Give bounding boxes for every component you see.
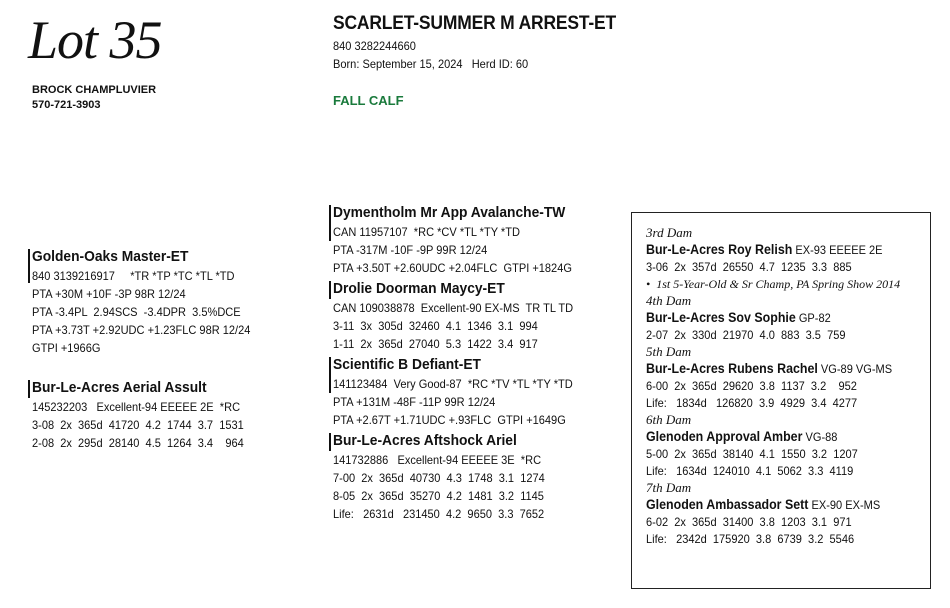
dam-generation-name — [646, 360, 892, 378]
sire-line: 840 3139216917 *TR *TP *TC *TL *TD — [32, 269, 235, 283]
dam-record: 3-06 2x 357d 26550 4.7 1235 3.3 885 — [646, 260, 852, 274]
sire-sire-name: Dymentholm Mr App Avalanche-TW — [333, 204, 566, 221]
dam-dam-line: 8-05 2x 365d 35270 4.2 1481 3.2 1145 — [333, 489, 544, 503]
dam-generation-label: 4th Dam — [646, 293, 692, 308]
dam-classification: EX-93 EEEEE 2E — [792, 243, 883, 257]
sire-sire-block — [333, 203, 593, 277]
dam-classification: GP-82 — [795, 311, 831, 325]
dam-dam-line: 141732886 Excellent-94 EEEEE 3E *RC — [333, 453, 542, 467]
sire-dam-name: Drolie Doorman Maycy-ET — [333, 280, 505, 297]
dam-dam-name: Bur-Le-Acres Aftshock Ariel — [333, 432, 517, 449]
dam-dam-block — [333, 431, 563, 523]
dam-sire-line: PTA +131M -48F -11P 99R 12/24 — [333, 395, 496, 409]
dam-family-box — [631, 212, 931, 589]
sire-sire-line: PTA -317M -10F -9P 99R 12/24 — [333, 243, 488, 257]
dam-dam-line: Life: 2631d 231450 4.2 9650 3.3 7652 — [333, 507, 545, 521]
dam-generation-name — [646, 428, 892, 446]
dam-dam-bracket — [329, 433, 331, 451]
dam-generation-label: 6th Dam — [646, 412, 692, 427]
sire-dam-line: 3-11 3x 305d 32460 4.1 1346 3.1 994 — [333, 319, 538, 333]
sire-sire-bracket — [329, 205, 331, 241]
sire-sire-line: PTA +3.50T +2.60UDC +2.04FLC GTPI +1824G — [333, 261, 572, 275]
sire-dam-bracket — [329, 281, 331, 299]
dam-sire-bracket — [329, 357, 331, 393]
dam-name-text: Bur-Le-Acres Sov Sophie — [646, 310, 796, 325]
dam-line: 2-08 2x 295d 28140 4.5 1264 3.4 964 — [32, 436, 244, 450]
dam-generation-name — [646, 496, 892, 514]
dam-classification: VG-89 VG-MS — [817, 362, 893, 376]
sire-dam-block — [333, 279, 594, 353]
lot-number: Lot 35 — [28, 10, 162, 70]
dam-name-text: Bur-Le-Acres Rubens Rachel — [646, 361, 818, 376]
dam-sire-line: PTA +2.67T +1.71UDC +.93FLC GTPI +1649G — [333, 413, 566, 427]
dam-record: Life: 2342d 175920 3.8 6739 3.2 5546 — [646, 532, 855, 546]
dam-record: 6-00 2x 365d 29620 3.8 1137 3.2 952 — [646, 379, 857, 393]
dam-bracket — [28, 380, 30, 398]
dam-dam-line: 7-00 2x 365d 40730 4.3 1748 3.1 1274 — [333, 471, 545, 485]
dam-generation-label: 3rd Dam — [646, 225, 693, 240]
animal-name: SCARLET-SUMMER M ARREST-ET — [333, 13, 617, 34]
dam-name: Bur-Le-Acres Aerial Assult — [32, 379, 207, 396]
dam-note: • 1st 5-Year-Old & Sr Champ, PA Spring Show 2014 — [646, 277, 901, 291]
dam-record: 5-00 2x 365d 38140 4.1 1550 3.2 1207 — [646, 447, 858, 461]
sire-dam-line: CAN 109038878 Excellent-90 EX-MS TR TL TD — [333, 301, 574, 315]
sire-line: GTPI +1966G — [32, 341, 101, 355]
sire-line: PTA -3.4PL 2.94SCS -3.4DPR 3.5%DCE — [32, 305, 241, 319]
dam-sire-block — [333, 355, 594, 429]
sire-line: PTA +3.73T +2.92UDC +1.23FLC 98R 12/24 — [32, 323, 251, 337]
consignor-phone: 570-721-3903 — [32, 99, 101, 111]
dam-record: 2-07 2x 330d 21970 4.0 883 3.5 759 — [646, 328, 846, 342]
dam-sire-name: Scientific B Defiant-ET — [333, 356, 481, 373]
animal-id: 840 3282244660 — [333, 39, 416, 53]
dam-generation-label: 5th Dam — [646, 344, 692, 359]
dam-block — [32, 378, 262, 452]
sire-line: PTA +30M +10F -3P 98R 12/24 — [32, 287, 186, 301]
animal-born-herd: Born: September 15, 2024 Herd ID: 60 — [333, 57, 529, 71]
calf-category: FALL CALF — [333, 93, 404, 108]
dam-line: 145232203 Excellent-94 EEEEE 2E *RC — [32, 400, 241, 414]
dam-sire-line: 141123484 Very Good-87 *RC *TV *TL *TY *TD — [333, 377, 573, 391]
dam-line: 3-08 2x 365d 41720 4.2 1744 3.7 1531 — [32, 418, 244, 432]
sire-block — [32, 247, 269, 357]
dam-name-text: Glenoden Ambassador Sett — [646, 497, 809, 512]
dam-classification: EX-90 EX-MS — [808, 498, 881, 512]
sire-name: Golden-Oaks Master-ET — [32, 248, 189, 265]
consignor-name: BROCK CHAMPLUVIER — [32, 84, 157, 96]
dam-record: 6-02 2x 365d 31400 3.8 1203 3.1 971 — [646, 515, 852, 529]
dam-name-text: Bur-Le-Acres Roy Relish — [646, 242, 793, 257]
sire-sire-line: CAN 11957107 *RC *CV *TL *TY *TD — [333, 225, 520, 239]
dam-classification: VG-88 — [802, 430, 838, 444]
sire-bracket — [28, 249, 30, 283]
sire-dam-line: 1-11 2x 365d 27040 5.3 1422 3.4 917 — [333, 337, 538, 351]
dam-record: Life: 1834d 126820 3.9 4929 3.4 4277 — [646, 396, 858, 410]
dam-generation-label: 7th Dam — [646, 480, 692, 495]
dam-generation-name — [646, 309, 892, 327]
dam-generation-name — [646, 241, 892, 259]
dam-name-text: Glenoden Approval Amber — [646, 429, 803, 444]
dam-record: Life: 1634d 124010 4.1 5062 3.3 4119 — [646, 464, 854, 478]
